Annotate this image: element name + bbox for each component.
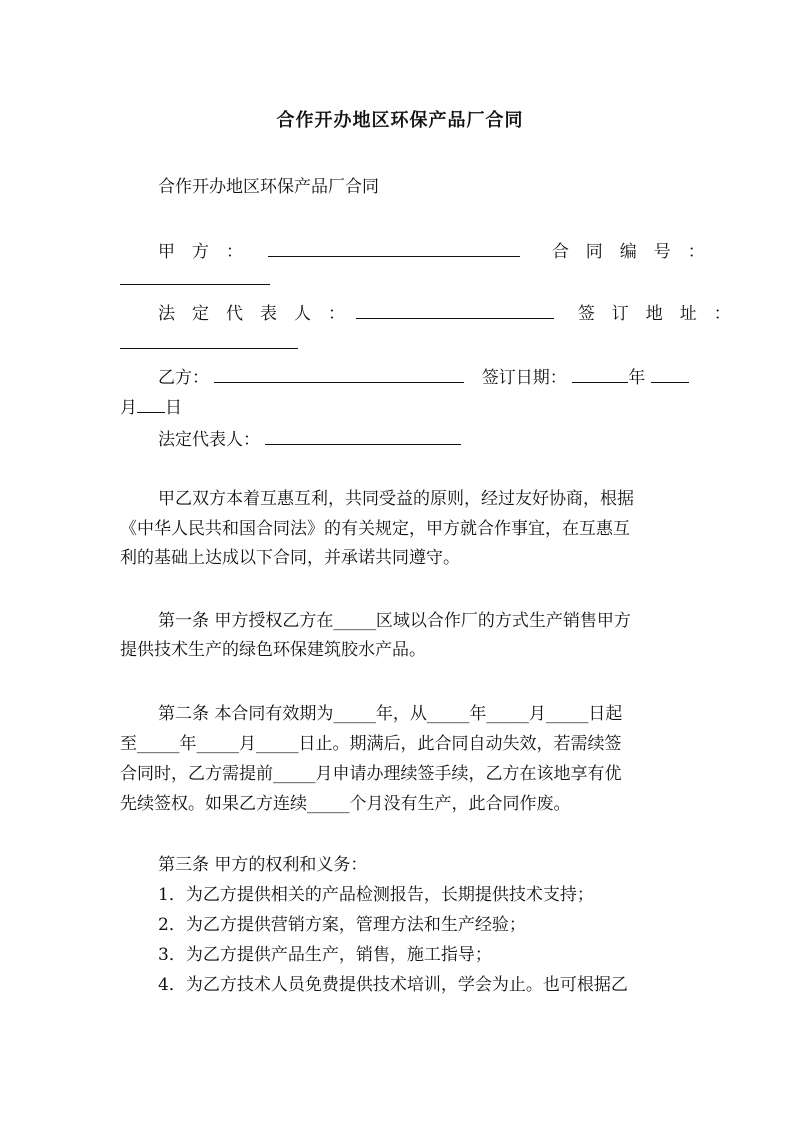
article1-line: 第一条 甲方授权乙方在_____区域以合作厂的方式生产销售甲方 [158, 611, 631, 631]
party-a-row [158, 238, 705, 264]
article2-line: 至_____年_____月_____日止。期满后，此合同自动失效，若需续签 [120, 734, 622, 754]
sign-day-blank [137, 394, 165, 413]
rep-a-row [158, 300, 731, 326]
contract-number-blank [120, 266, 270, 285]
party-b-label: 乙方： [158, 368, 209, 388]
legal-rep-a-label: 法 定 代 表 人 ： [158, 304, 345, 324]
contract-number-blank-row [120, 266, 680, 292]
sign-place-blank-row [120, 330, 680, 356]
party-a-blank [268, 238, 520, 257]
sign-month-blank [651, 364, 689, 383]
article1-line: 提供技术生产的绿色环保建筑胶水产品。 [120, 640, 426, 660]
party-a-label: 甲 方 ： [158, 242, 243, 262]
sign-year-label: 年 [628, 368, 646, 388]
legal-rep-b-blank [265, 426, 461, 445]
article2-line: 先续签权。如果乙方连续_____个月没有生产，此合同作废。 [120, 794, 571, 814]
party-b-row [158, 364, 680, 390]
sign-place-label: 签 订 地 址 ： [577, 304, 731, 324]
article3-item: 4．为乙方技术人员免费提供技术培训，学会为止。也可根据乙 [158, 975, 628, 995]
preamble-line: 《中华人民共和国合同法》的有关规定，甲方就合作事宜，在互惠互 [120, 519, 630, 539]
article2-line: 合同时，乙方需提前_____月申请办理续签手续，乙方在该地享有优 [120, 764, 622, 784]
sign-year-blank [572, 364, 628, 383]
article3-item: 2．为乙方提供营销方案，管理方法和生产经验； [158, 915, 526, 935]
preamble-line: 甲乙双方本着互惠互利，共同受益的原则，经过友好协商，根据 [158, 489, 634, 509]
article3-heading: 第三条 甲方的权利和义务： [158, 855, 368, 875]
document-title: 合作开办地区环保产品厂合同 [276, 110, 524, 131]
contract-number-label: 合 同 编 号 ： [551, 242, 705, 262]
legal-rep-b-label: 法定代表人： [158, 430, 260, 450]
party-b-blank [214, 364, 464, 383]
preamble-line: 利的基础上达成以下合同，并承诺共同遵守。 [120, 548, 460, 568]
document-subtitle: 合作开办地区环保产品厂合同 [158, 177, 379, 197]
sign-date-tail-row [120, 394, 680, 420]
sign-day-label: 日 [165, 398, 182, 418]
article3-item: 1．为乙方提供相关的产品检测报告，长期提供技术支持； [158, 885, 594, 905]
sign-place-blank [120, 330, 298, 349]
article3-item: 3．为乙方提供产品生产，销售，施工指导； [158, 945, 492, 965]
rep-b-row [158, 426, 680, 452]
article2-line: 第二条 本合同有效期为_____年，从_____年_____月_____日起 [158, 704, 623, 724]
sign-date-label: 签订日期： [481, 368, 567, 388]
sign-month-label: 月 [120, 398, 137, 418]
legal-rep-a-blank [356, 300, 554, 319]
